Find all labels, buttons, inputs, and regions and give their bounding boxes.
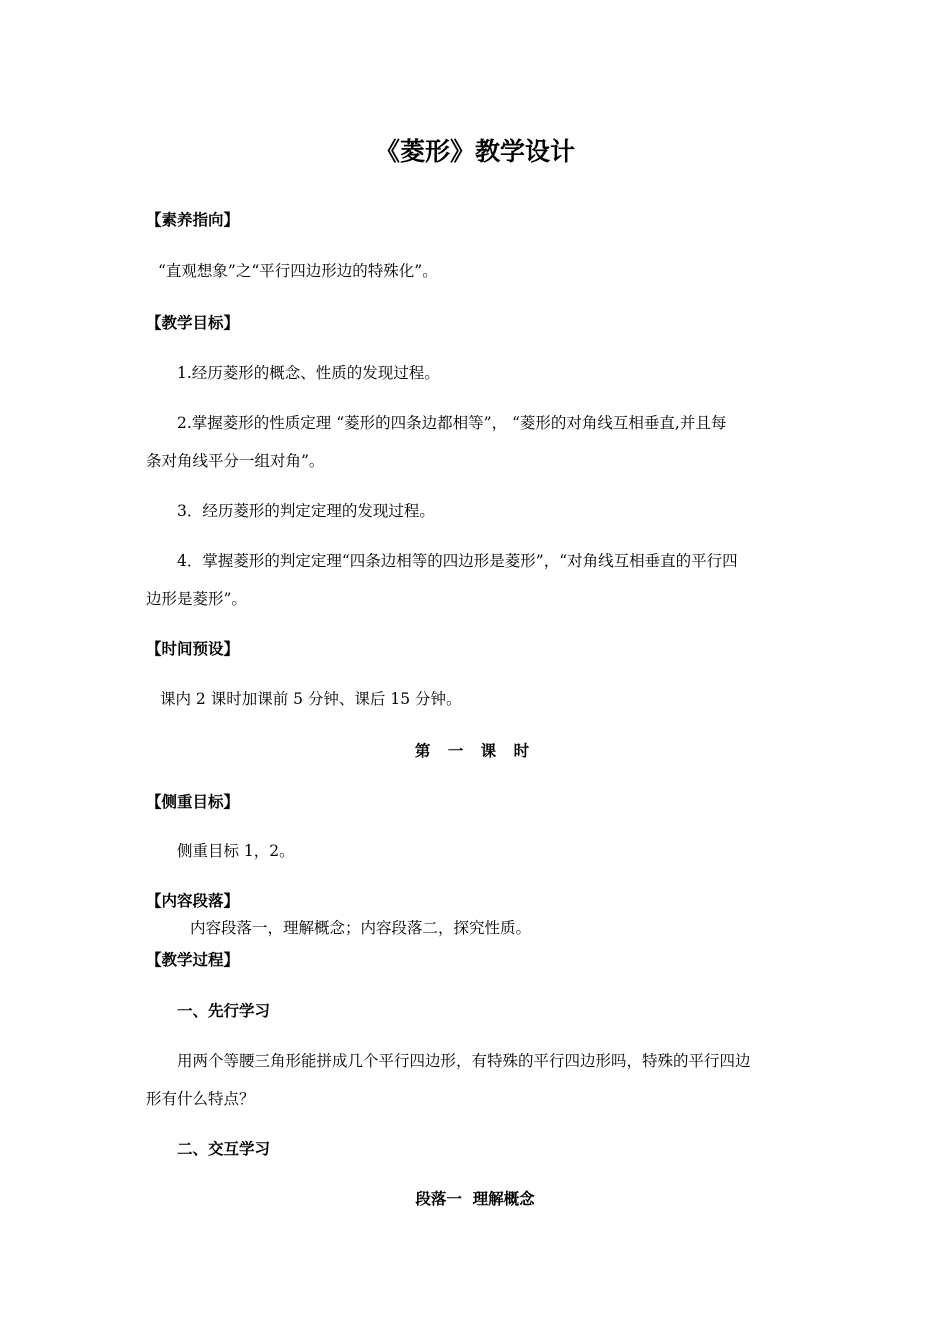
step1-text-line-1: 用两个等腰三角形能拼成几个平行四边形，有特殊的平行四边形吗，特殊的平行四边 <box>177 1052 751 1070</box>
step2-heading: 二、交互学习 <box>177 1140 271 1158</box>
step1-heading: 一、先行学习 <box>177 1002 271 1020</box>
document-title: 《菱形》教学设计 <box>374 137 575 166</box>
segment1-heading: 段落一 理解概念 <box>415 1190 535 1208</box>
literacy-text: “直观想象”之“平行四边形边的特殊化”。 <box>158 262 438 280</box>
lesson-heading: 第 一 课 时 <box>414 742 536 760</box>
goal-item-4-line-2: 边形是菱形”。 <box>146 590 247 608</box>
goal-item-4-line-1: 4．掌握菱形的判定定理“四条边相等的四边形是菱形”，“对角线互相垂直的平行四 <box>177 552 738 570</box>
goal-item-3: 3．经历菱形的判定定理的发现过程。 <box>177 502 435 520</box>
goal-item-2-line-2: 条对角线平分一组对角”。 <box>146 452 325 470</box>
content-text: 内容段落一，理解概念；内容段落二，探究性质。 <box>190 919 532 937</box>
process-heading: 【教学过程】 <box>146 951 240 969</box>
goal-item-2-line-1: 2.掌握菱形的性质定理 “菱形的四条边都相等”， “菱形的对角线互相垂直,并且每 <box>177 414 727 432</box>
step1-text-line-2: 形有什么特点？ <box>146 1090 255 1108</box>
focus-heading: 【侧重目标】 <box>146 793 240 811</box>
time-heading: 【时间预设】 <box>146 640 240 658</box>
literacy-heading: 【素养指向】 <box>146 211 240 229</box>
content-heading: 【内容段落】 <box>146 892 240 910</box>
goals-heading: 【教学目标】 <box>146 314 240 332</box>
time-text: 课内 2 课时加课前 5 分钟、课后 15 分钟。 <box>160 690 462 708</box>
goal-item-1: 1.经历菱形的概念、性质的发现过程。 <box>177 364 440 382</box>
focus-text: 侧重目标 1，2。 <box>177 842 295 860</box>
